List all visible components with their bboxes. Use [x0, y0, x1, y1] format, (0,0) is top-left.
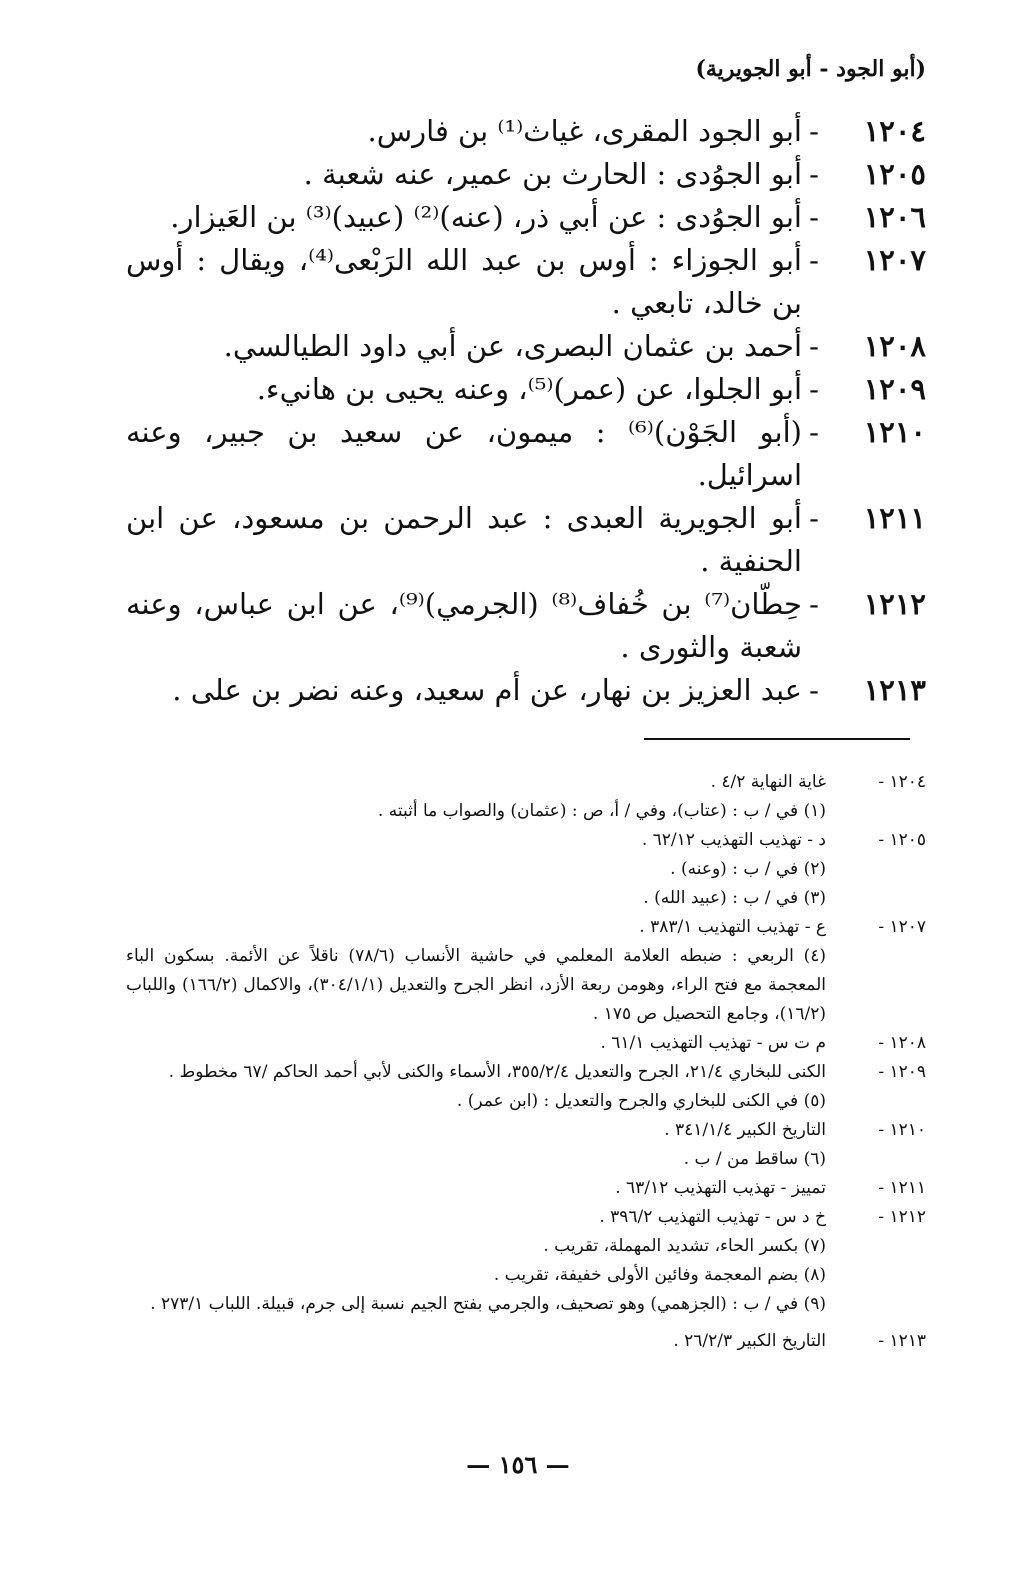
entry-dash: -	[809, 157, 819, 191]
entry-dash: -	[809, 243, 819, 277]
entry-text: أبو الجوُدى : الحارث بن عمير، عنه شعبة .	[303, 157, 802, 191]
entry-text: أحمد بن عثمان البصرى، عن أبي داود الطيالسي.	[223, 329, 802, 363]
footnote	[126, 913, 926, 942]
footnote-text: (٣) في / ب : (عبيد الله) .	[643, 888, 826, 908]
footnote-ref	[826, 855, 926, 884]
footnote	[126, 855, 926, 884]
entry-number: ١٢٠٥	[863, 157, 926, 191]
entry	[126, 411, 926, 497]
footnote-text: د - تهذيب التهذيب ٦٢/١٢ .	[641, 830, 826, 850]
entry-text: عبد العزيز بن نهار، عن أم سعيد، وعنه نضر بن على .	[172, 673, 802, 707]
footnote-ref: ١٢١١ -	[878, 1178, 926, 1198]
entry	[126, 669, 926, 712]
entry-number: ١٢١٠	[863, 415, 926, 449]
footnote-ref: ١٢٠٩ -	[878, 1062, 926, 1082]
entry-text: أبو الجوُدى : عن أبي ذر، (عنه)⁽²⁾ (عبيد)⁽³⁾ بن العَيزار.	[170, 200, 802, 234]
entry-dash: -	[809, 200, 819, 234]
footnote	[126, 768, 926, 797]
entry-text: أبو الجلوا، عن (عمر)⁽⁵⁾، وعنه يحيى بن هانيء.	[256, 372, 802, 406]
footnote-ref	[826, 942, 926, 1029]
entry-dash: -	[809, 329, 819, 363]
footnote-text: التاريخ الكبير ٢٦/٢/٣ .	[673, 1331, 826, 1351]
entry-text: (أبو الجَوْن)⁽⁶⁾ : ميمون، عن سعيد بن جبير، وعنه اسرائيل.	[126, 415, 802, 492]
footnote	[126, 797, 926, 826]
entry	[126, 368, 926, 411]
footnote-ref	[826, 1145, 926, 1174]
footnote-ref: ١٢٠٤ -	[878, 772, 926, 792]
entry-number: ١٢١٣	[863, 673, 926, 707]
entry-text: حِطّان⁽⁷⁾ بن خُفاف⁽⁸⁾ (الجرمي)⁽⁹⁾، عن ابن عباس، وعنه شعبة والثورى .	[126, 587, 802, 664]
footnote-text: (٦) ساقط من / ب .	[683, 1149, 826, 1169]
entry	[126, 110, 926, 153]
footnote-text: الكنى للبخاري ٢١/٤، الجرح والتعديل ٣٥٥/٢/٤، الأسماء والكنى لأبي أحمد الحاكم /٦٧ مخطوط .	[168, 1062, 826, 1082]
entry-number: ١٢٠٧	[863, 243, 926, 277]
page-number: — ١٥٦ —	[466, 1450, 570, 1479]
footnote	[126, 1290, 926, 1319]
footnote-text: غاية النهاية ٤/٢ .	[710, 772, 826, 792]
footnote-ref	[826, 1290, 926, 1319]
footnote-text: تمييز - تهذيب التهذيب ٦٣/١٢ .	[615, 1178, 826, 1198]
entry	[126, 325, 926, 368]
footnote	[126, 1029, 926, 1058]
entry-number: ١٢٠٩	[863, 372, 926, 406]
entry-number: ١٢٠٦	[863, 200, 926, 234]
footnote	[126, 1261, 926, 1290]
footnote	[126, 1232, 926, 1261]
footnote	[126, 942, 926, 1029]
footnote-text: (٢) في / ب : (وعنه) .	[670, 859, 826, 879]
footnote-ref	[826, 884, 926, 913]
entry-number: ١٢٠٨	[863, 329, 926, 363]
entry	[126, 497, 926, 583]
entry	[126, 239, 926, 325]
entry-dash: -	[809, 114, 819, 148]
footnote-ref	[826, 1261, 926, 1290]
footnote-ref: ١٢٠٥ -	[878, 830, 926, 850]
entries-list	[126, 110, 926, 712]
footnote-text: (٧) بكسر الحاء، تشديد المهملة، تقريب .	[543, 1236, 826, 1256]
footnote	[126, 1087, 926, 1116]
footnote-text: (٤) الربعي : ضبطه العلامة المعلمي في حاشية الأنساب (٧٨/٦) ناقلاً عن الأئمة. بسكون الباء المعجمة مع فتح الراء، وهومن ربعة الأزد، انظر الجرح والتعديل (٣٠٤/١/١)، والاكمال (١٦٦/٢) واللباب (١٦/٢)، وجامع التحصيل ص ١٧٥ .	[126, 946, 827, 1024]
footnote-text: خ د س - تهذيب التهذيب ٣٩٦/٢ .	[599, 1207, 826, 1227]
running-head: (أبو الجود - أبو الجويرية)	[695, 56, 926, 82]
footnote-ref	[826, 1232, 926, 1261]
footnote	[126, 1116, 926, 1145]
footnote-separator	[644, 738, 910, 740]
entry-text: أبو الجويرية العبدى : عبد الرحمن بن مسعود، عن ابن الحنفية .	[126, 501, 802, 578]
footnote-ref: ١٢٠٨ -	[878, 1033, 926, 1053]
footnote-ref	[826, 1087, 926, 1116]
entry-text: أبو الجود المقرى، غياث⁽¹⁾ بن فارس.	[367, 114, 802, 148]
footnote-text: ع - تهذيب التهذيب ٣٨٣/١ .	[639, 917, 826, 937]
footnote-ref: ١٢٠٧ -	[878, 917, 926, 937]
entry-text: أبو الجوزاء : أوس بن عبد الله الرَبْعى⁽⁴⁾، ويقال : أوس بن خالد، تابعي .	[126, 243, 802, 320]
footnote-text: م ت س - تهذيب التهذيب ٦١/١ .	[600, 1033, 826, 1053]
footnote-text: (٨) بضم المعجمة وفائين الأولى خفيفة، تقريب .	[493, 1265, 826, 1285]
entry-number: ١٢١٢	[863, 587, 926, 621]
footnote	[126, 1058, 926, 1087]
footnote-text: (١) في / ب : (عتاب)، وفي / أ، ص : (عثمان) والصواب ما أثبته .	[377, 801, 826, 821]
entry	[126, 583, 926, 669]
entry-dash: -	[809, 501, 819, 535]
footnote-text: (٩) في / ب : (الجزهمي) وهو تصحيف، والجرمي بفتح الجيم نسبة إلى جرم، قبيلة. اللباب ٢٧٣/١ .	[150, 1294, 826, 1314]
footnotes	[126, 768, 926, 1356]
footnote-ref	[826, 797, 926, 826]
footnote	[126, 826, 926, 855]
footnote-text: التاريخ الكبير ٣٤١/١/٤ .	[664, 1120, 826, 1140]
footnote	[126, 1174, 926, 1203]
footnote	[126, 884, 926, 913]
entry	[126, 153, 926, 196]
entry-number: ١٢٠٤	[863, 114, 926, 148]
entry-dash: -	[809, 673, 819, 707]
entry	[126, 196, 926, 239]
entry-dash: -	[809, 415, 819, 449]
footnote	[126, 1145, 926, 1174]
footnote-ref: ١٢١٠ -	[878, 1120, 926, 1140]
entry-number: ١٢١١	[863, 501, 926, 535]
footnote-ref: ١٢١٢ -	[878, 1207, 926, 1227]
entry-dash: -	[809, 372, 819, 406]
footnote	[126, 1327, 926, 1356]
entry-dash: -	[809, 587, 819, 621]
footnote-ref: ١٢١٣ -	[878, 1331, 926, 1351]
footnote	[126, 1203, 926, 1232]
footnote-text: (٥) في الكنى للبخاري والجرح والتعديل : (ابن عمر) .	[456, 1091, 826, 1111]
